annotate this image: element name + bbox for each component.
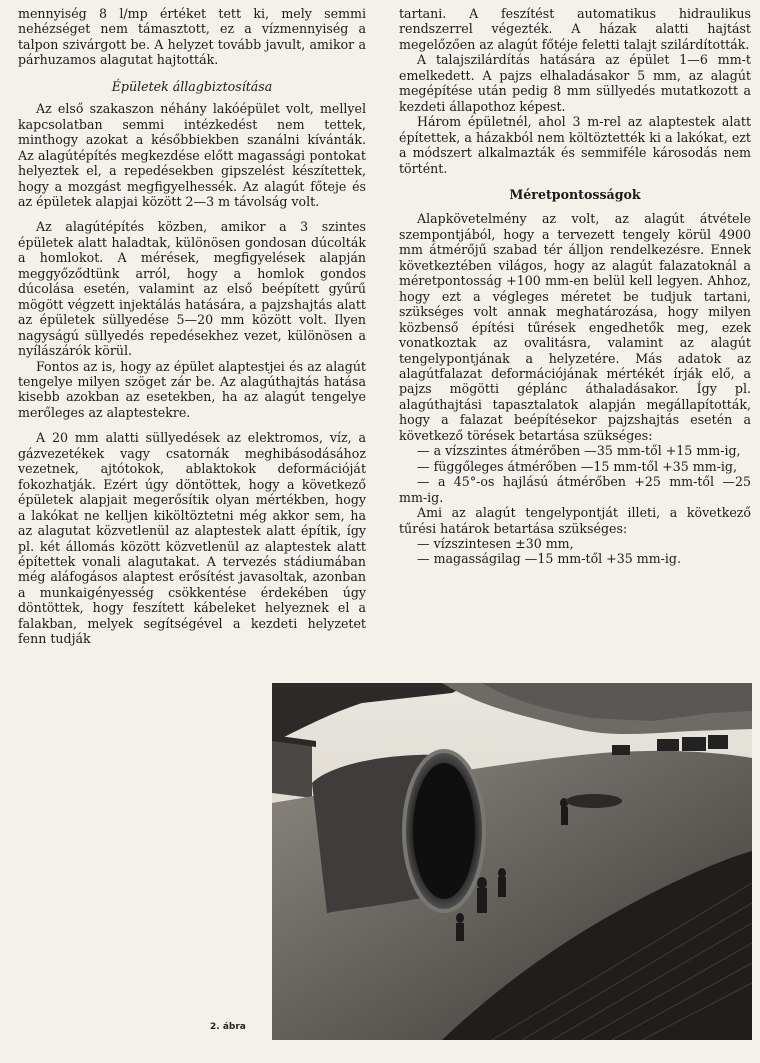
- section-heading-dimensional-accuracy: Méretpontosságok: [509, 186, 641, 202]
- body-paragraph: Ami az alagút tengelypontját illeti, a következő tűrési határok betartása szükséges:: [399, 505, 751, 536]
- body-paragraph: Az alagútépítés közben, amikor a 3 szintes épületek alatt haladtak, különösen gondosan dúcolták a homlokot. A mérések, megfigyelések alapján meggyőződtünk arról, hogy a homlok gondos dúcolása esetén, valamint az első beépített gyűrű mögött végzett injektálás hatására, a pajzshajtás alatt az épületek süllyedése 5—20 mm között volt. Ilyen nagyságú süllyedés repedésekhez vezet, különösen a nyílászárók körül.: [18, 219, 366, 359]
- body-paragraph: Három épületnél, ahol 3 m-rel az alaptestek alatt építettek, a házakból nem költöztették ki a lakókat, ezt a módszert alkalmazták és semmiféle károsodás nem történt.: [399, 114, 751, 176]
- left-text-column: [18, 6, 366, 647]
- tolerance-list-item: — vízszintesen ±30 mm,: [417, 535, 574, 551]
- body-paragraph: A talajszilárdítás hatására az épület 1—6 mm-t emelkedett. A pajzs elhaladásakor 5 mm, az alagút megépítése után pedig 8 mm süllyedés mutatkozott a kezdeti állapothoz képest.: [399, 52, 751, 114]
- continued-paragraph: tartani. A feszítést automatikus hidraulikus rendszerrel végezték. A házak alatti hajtást megelőzően az alagút főtéje feletti talajt szilárdították.: [399, 6, 751, 52]
- construction-site-photo: [272, 683, 752, 1040]
- tolerance-list-item: — a vízszintes átmérőben —35 mm-től +15 mm-ig,: [417, 443, 741, 459]
- figure-caption: 2. ábra: [210, 1022, 246, 1032]
- tolerance-list-item: — a 45°-os hajlású átmérőben +25 mm-től —25 mm-ig.: [399, 474, 751, 505]
- body-paragraph: Alapkövetelmény az volt, az alagút átvétele szempontjából, hogy a tervezett tengely körül 4900 mm átmérőjű szabad tér álljon rendelkezésre. Ennek következtében világos, hogy az alagút falazatoknál a méretpontosság +100 mm-en belül kell legyen. Ahhoz, hogy ezt a végleges méretet be tudjuk tartani, szükséges volt annak meghatározása, hogy milyen közbenső építési tűrések engedhetők meg, ezek vonatkoztak az ovalitásra, valamint az alagút tengelypontjának a helyzetére. Más adatok az alagútfalazat deformációjának mértékét írják elő, a pajzs mögötti géplánc áthaladásakor. Így pl. alagúthajtási tapasztalatok alapján megállapították, hogy a falazat beépítésekor pajzshajtás esetén a következő törések betartása szükséges:: [399, 211, 751, 443]
- body-paragraph: A 20 mm alatti süllyedések az elektromos, víz, a gázvezetékek vagy csatornák meghibásodásához vezetnek, ajtótokok, ablaktokok deformációját fokozhatják. Ezért úgy döntöttek, hogy a következő épületek alapjait megerősítik olyan mértékben, hogy a lakókat ne kelljen kiköltöztetni még akkor sem, ha az alagutat közvetlenül az alaptestek alatt építik, így pl. két állomás között közvetlenül az alaptestek alatt építettek vonali alagutakat. A tervezés stádiumában még aláfogásos alaptest erősítést javasoltak, azonban a munkaigényesség csökkentése érdekében úgy döntöttek, hogy feszített kábeleket helyeznek el a falakban, melyek segítségével a kezdeti helyzetet fenn tudják: [18, 430, 366, 647]
- right-text-column: [399, 6, 751, 567]
- tolerance-list-item: — magasságilag —15 mm-től +35 mm-ig.: [417, 551, 681, 567]
- body-paragraph: Fontos az is, hogy az épület alaptestjei és az alagút tengelye milyen szöget zár be. Az alagúthajtás hatása kisebb azokban az esetekben, ha az alagút tengelye merőleges az alaptestekre.: [18, 358, 366, 420]
- section-heading-building-safety: Épületek állagbiztosítása: [111, 78, 273, 94]
- tolerance-list-item: — függőleges átmérőben —15 mm-től +35 mm-ig,: [417, 458, 737, 474]
- body-paragraph: Az első szakaszon néhány lakóépület volt, mellyel kapcsolatban semmi intézkedést nem tettek, minthogy azokat a későbbiekben szanálni kívánták. Az alagútépítés megkezdése előtt magassági pontokat helyeztek el, a repedésekben gipszelést készítettek, hogy a mozgást megfigyelhessék. Az alagút főteje és az épületek alapjai között 2—3 m távolság volt.: [18, 101, 366, 209]
- intro-paragraph: mennyiség 8 l/mp értéket tett ki, mely semmi nehézséget nem támasztott, ez a vízmennyiség a talpon szivárgott be. A helyzet tovább javult, amikor a párhuzamos alagutat hajtották.: [18, 6, 366, 68]
